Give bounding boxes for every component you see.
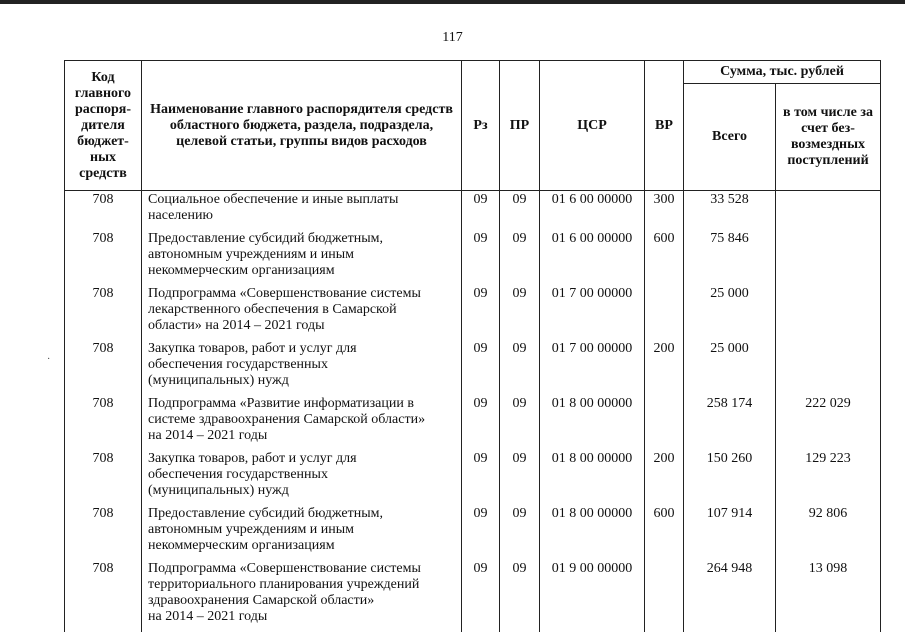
row-name xyxy=(142,506,462,561)
row-free: 222 029 xyxy=(776,396,881,451)
header-total: Всего xyxy=(684,84,776,191)
row-name-line: Закупка товаров, работ и услуг для xyxy=(148,451,357,466)
table-row xyxy=(65,286,881,341)
row-name xyxy=(142,286,462,341)
row-vr xyxy=(645,286,684,341)
row-pr: 09 xyxy=(500,191,540,232)
row-csr: 01 7 00 00000 xyxy=(540,286,645,341)
row-name-line: некоммерческим организациям xyxy=(148,263,335,278)
row-vr: 200 xyxy=(645,451,684,506)
header-vr: ВР xyxy=(645,61,684,191)
header-csr: ЦСР xyxy=(540,61,645,191)
row-code: 708 xyxy=(65,561,142,632)
row-name-line: автономным учреждениям и иным xyxy=(148,522,355,537)
row-name-line: Подпрограмма «Совершенствование системы xyxy=(148,286,421,301)
table-row xyxy=(65,396,881,451)
row-name-line: лекарственного обеспечения в Самарской xyxy=(148,302,397,317)
row-free: 92 806 xyxy=(776,506,881,561)
row-pr: 09 xyxy=(500,506,540,561)
row-csr: 01 8 00 00000 xyxy=(540,451,645,506)
row-name-line: Закупка товаров, работ и услуг для xyxy=(148,341,357,356)
header-code: Код главного распоря-дителя бюджет-ных средств xyxy=(65,61,142,191)
row-csr: 01 8 00 00000 xyxy=(540,506,645,561)
row-free xyxy=(776,231,881,286)
row-rz: 09 xyxy=(462,341,500,396)
row-name-line: системе здравоохранения Самарской области» xyxy=(148,412,426,427)
table-row xyxy=(65,451,881,506)
row-name-line: Подпрограмма «Развитие информатизации в xyxy=(148,396,414,411)
row-total: 33 528 xyxy=(684,191,776,232)
row-name-line: (муниципальных) нужд xyxy=(148,483,289,498)
row-name xyxy=(142,396,462,451)
row-name-line: автономным учреждениям и иным xyxy=(148,247,355,262)
row-rz: 09 xyxy=(462,231,500,286)
row-vr: 300 xyxy=(645,191,684,232)
row-name-line: Социальное обеспечение и иные выплаты xyxy=(148,192,399,207)
row-free xyxy=(776,286,881,341)
row-csr: 01 7 00 00000 xyxy=(540,341,645,396)
row-code: 708 xyxy=(65,231,142,286)
row-code: 708 xyxy=(65,341,142,396)
row-name xyxy=(142,341,462,396)
row-free: 13 098 xyxy=(776,561,881,632)
row-name-line: обеспечения государственных xyxy=(148,357,328,372)
row-csr: 01 6 00 00000 xyxy=(540,231,645,286)
row-name-line: населению xyxy=(148,208,213,223)
row-pr: 09 xyxy=(500,396,540,451)
row-csr: 01 8 00 00000 xyxy=(540,396,645,451)
row-name xyxy=(142,451,462,506)
row-csr: 01 6 00 00000 xyxy=(540,191,645,232)
page-number: 117 xyxy=(442,30,463,45)
row-rz: 09 xyxy=(462,286,500,341)
row-name xyxy=(142,231,462,286)
row-code: 708 xyxy=(65,396,142,451)
row-total: 258 174 xyxy=(684,396,776,451)
row-rz: 09 xyxy=(462,506,500,561)
table-row xyxy=(65,341,881,396)
row-name-line: некоммерческим организациям xyxy=(148,538,335,553)
header-pr: ПР xyxy=(500,61,540,191)
table-row xyxy=(65,191,881,232)
header-free: в том числе за счет без-возмездных поступлений xyxy=(776,84,881,191)
row-name xyxy=(142,191,462,232)
row-rz: 09 xyxy=(462,191,500,232)
row-code: 708 xyxy=(65,506,142,561)
row-free: 129 223 xyxy=(776,451,881,506)
row-name-line: на 2014 – 2021 годы xyxy=(148,609,268,624)
row-name-line: обеспечения государственных xyxy=(148,467,328,482)
row-vr: 600 xyxy=(645,231,684,286)
row-name-line: на 2014 – 2021 годы xyxy=(148,428,268,443)
row-total: 25 000 xyxy=(684,286,776,341)
table-row xyxy=(65,506,881,561)
row-pr: 09 xyxy=(500,561,540,632)
row-csr: 01 9 00 00000 xyxy=(540,561,645,632)
table-row xyxy=(65,231,881,286)
header-rz: Рз xyxy=(462,61,500,191)
header-name: Наименование главного распорядителя средств областного бюджета, раздела, подраздела, целевой статьи, группы видов расходов xyxy=(142,61,462,191)
row-total: 25 000 xyxy=(684,341,776,396)
row-name-line: Подпрограмма «Совершенствование системы xyxy=(148,561,421,576)
row-name-line: Предоставление субсидий бюджетным, xyxy=(148,506,384,521)
row-name-line: (муниципальных) нужд xyxy=(148,373,289,388)
row-pr: 09 xyxy=(500,341,540,396)
margin-mark: · xyxy=(47,354,51,365)
row-vr: 600 xyxy=(645,506,684,561)
row-vr xyxy=(645,561,684,632)
row-code: 708 xyxy=(65,451,142,506)
row-pr: 09 xyxy=(500,286,540,341)
table-row xyxy=(65,561,881,632)
row-total: 107 914 xyxy=(684,506,776,561)
row-rz: 09 xyxy=(462,396,500,451)
row-total: 264 948 xyxy=(684,561,776,632)
row-code: 708 xyxy=(65,286,142,341)
page-top-border xyxy=(0,0,905,4)
budget-table xyxy=(64,60,881,632)
row-pr: 09 xyxy=(500,231,540,286)
row-vr xyxy=(645,396,684,451)
row-free xyxy=(776,341,881,396)
header-sum-group: Сумма, тыс. рублей xyxy=(684,61,881,84)
row-rz: 09 xyxy=(462,451,500,506)
table-body xyxy=(65,191,881,633)
row-vr: 200 xyxy=(645,341,684,396)
row-name-line: здравоохранения Самарской области» xyxy=(148,593,375,608)
row-name xyxy=(142,561,462,632)
row-rz: 09 xyxy=(462,561,500,632)
row-name-line: территориального планирования учреждений xyxy=(148,577,420,592)
row-pr: 09 xyxy=(500,451,540,506)
row-total: 75 846 xyxy=(684,231,776,286)
row-free xyxy=(776,191,881,232)
row-name-line: Предоставление субсидий бюджетным, xyxy=(148,231,384,246)
row-total: 150 260 xyxy=(684,451,776,506)
row-code: 708 xyxy=(65,191,142,232)
row-name-line: области» на 2014 – 2021 годы xyxy=(148,318,325,333)
